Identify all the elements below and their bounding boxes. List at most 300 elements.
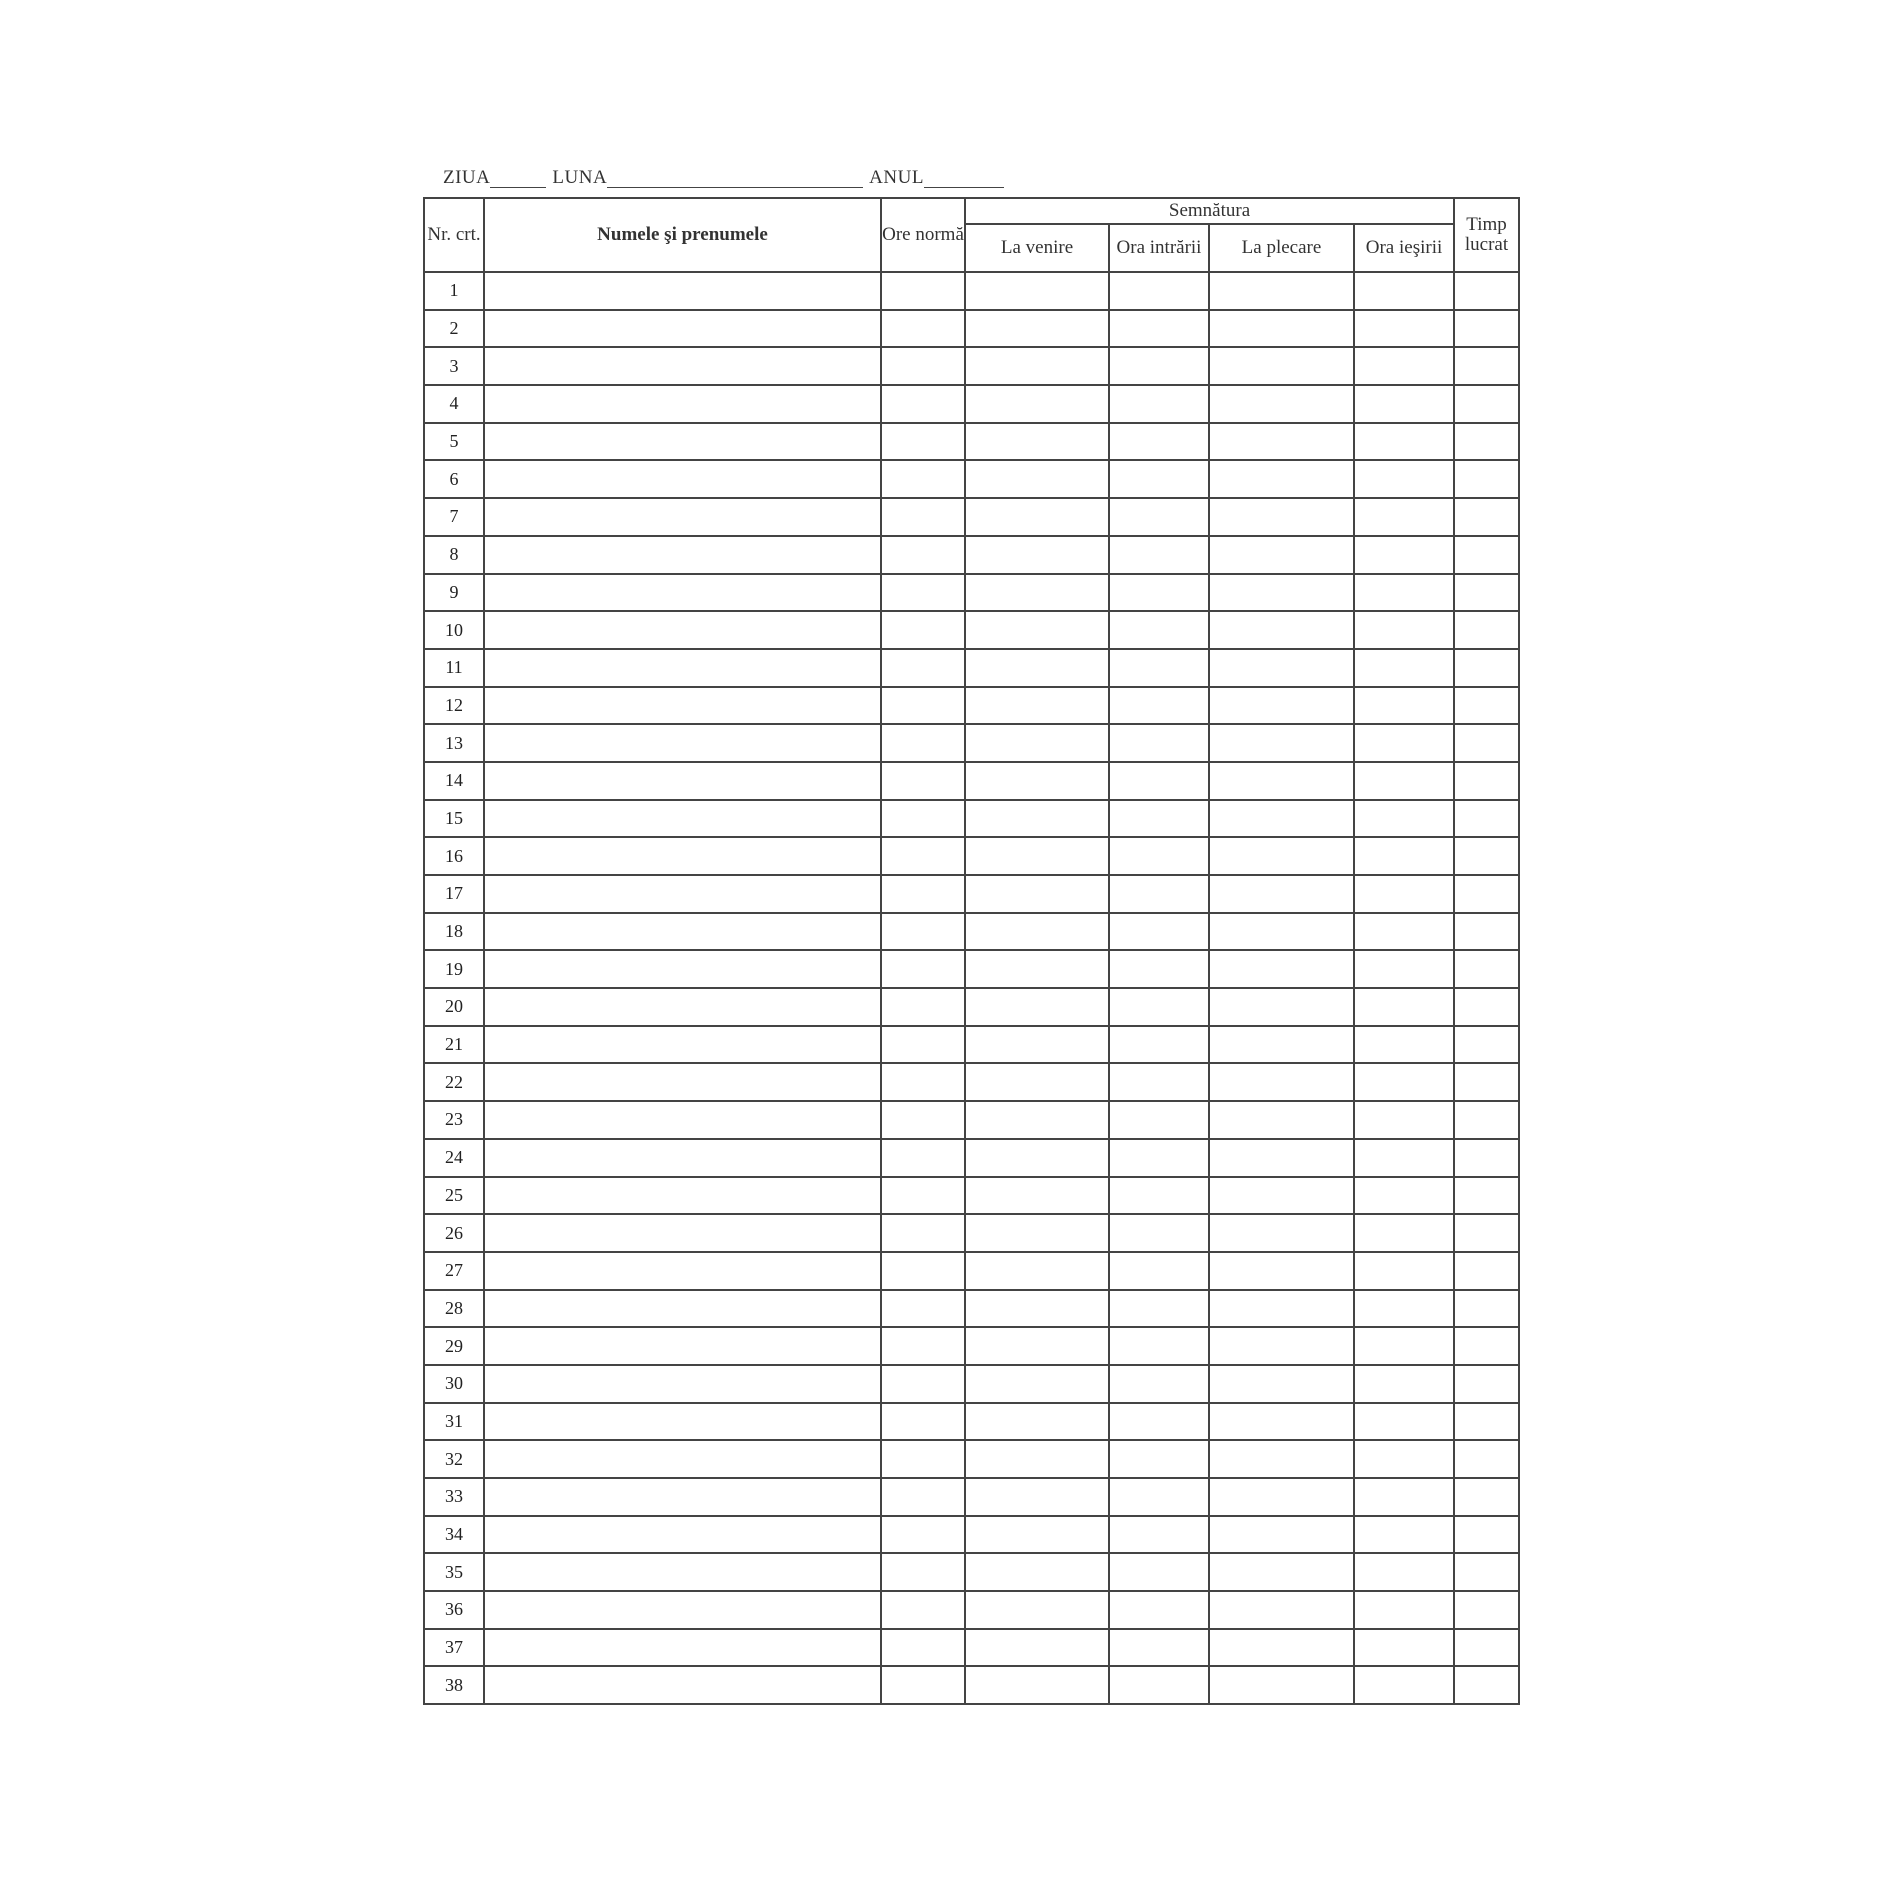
la-venire-cell[interactable] <box>965 762 1109 800</box>
la-venire-cell[interactable] <box>965 950 1109 988</box>
ora-intrarii-cell[interactable] <box>1109 385 1209 423</box>
ore-norma-cell[interactable] <box>881 875 965 913</box>
table-row <box>424 1553 1519 1591</box>
timp-lucrat-cell[interactable] <box>1454 1553 1519 1591</box>
la-plecare-cell[interactable] <box>1209 423 1354 461</box>
ora-intrarii-cell[interactable] <box>1109 762 1209 800</box>
la-venire-cell[interactable] <box>965 1666 1109 1704</box>
table-row <box>424 1327 1519 1365</box>
ora-intrarii-cell[interactable] <box>1109 1478 1209 1516</box>
la-venire-cell[interactable] <box>965 1026 1109 1064</box>
ora-iesirii-cell[interactable] <box>1354 1666 1454 1704</box>
ore-norma-cell[interactable] <box>881 1290 965 1328</box>
timp-lucrat-cell[interactable] <box>1454 913 1519 951</box>
timp-lucrat-cell[interactable] <box>1454 574 1519 612</box>
ora-iesirii-cell[interactable] <box>1354 724 1454 762</box>
header-ora-intrarii: Ora intrării <box>1109 224 1209 272</box>
name-cell[interactable] <box>484 574 881 612</box>
la-plecare-cell[interactable] <box>1209 1177 1354 1215</box>
la-venire-cell[interactable] <box>965 1139 1109 1177</box>
header-la-plecare: La plecare <box>1209 224 1354 272</box>
timp-lucrat-cell[interactable] <box>1454 347 1519 385</box>
ora-intrarii-cell[interactable] <box>1109 1139 1209 1177</box>
ora-intrarii-cell[interactable] <box>1109 1553 1209 1591</box>
ora-intrarii-cell[interactable] <box>1109 724 1209 762</box>
ore-norma-cell[interactable] <box>881 1516 965 1554</box>
ora-iesirii-cell[interactable] <box>1354 1026 1454 1064</box>
timp-lucrat-cell[interactable] <box>1454 1177 1519 1215</box>
name-cell[interactable] <box>484 724 881 762</box>
la-venire-cell[interactable] <box>965 536 1109 574</box>
name-cell[interactable] <box>484 1403 881 1441</box>
name-cell[interactable] <box>484 1516 881 1554</box>
ora-iesirii-cell[interactable] <box>1354 1403 1454 1441</box>
la-plecare-cell[interactable] <box>1209 347 1354 385</box>
ore-norma-cell[interactable] <box>881 1252 965 1290</box>
ora-iesirii-cell[interactable] <box>1354 1063 1454 1101</box>
month-field[interactable] <box>607 169 863 188</box>
ora-iesirii-cell[interactable] <box>1354 460 1454 498</box>
la-venire-cell[interactable] <box>965 1252 1109 1290</box>
name-cell[interactable] <box>484 913 881 951</box>
table-row <box>424 649 1519 687</box>
ora-iesirii-cell[interactable] <box>1354 1177 1454 1215</box>
name-cell[interactable] <box>484 385 881 423</box>
ora-intrarii-cell[interactable] <box>1109 1666 1209 1704</box>
ora-intrarii-cell[interactable] <box>1109 1026 1209 1064</box>
ora-intrarii-cell[interactable] <box>1109 1440 1209 1478</box>
timp-lucrat-cell[interactable] <box>1454 310 1519 348</box>
la-plecare-cell[interactable] <box>1209 1666 1354 1704</box>
la-plecare-cell[interactable] <box>1209 310 1354 348</box>
row-number: 21 <box>424 1026 484 1064</box>
la-plecare-cell[interactable] <box>1209 385 1354 423</box>
timp-lucrat-cell[interactable] <box>1454 1591 1519 1629</box>
row-number: 33 <box>424 1478 484 1516</box>
name-cell[interactable] <box>484 1440 881 1478</box>
ora-iesirii-cell[interactable] <box>1354 950 1454 988</box>
header-timp-lucrat: Timp lucrat <box>1454 198 1519 272</box>
attendance-table <box>423 197 1520 1705</box>
la-venire-cell[interactable] <box>965 724 1109 762</box>
ora-iesirii-cell[interactable] <box>1354 272 1454 310</box>
name-cell[interactable] <box>484 347 881 385</box>
la-venire-cell[interactable] <box>965 423 1109 461</box>
ora-iesirii-cell[interactable] <box>1354 574 1454 612</box>
ora-iesirii-cell[interactable] <box>1354 1440 1454 1478</box>
name-cell[interactable] <box>484 1063 881 1101</box>
ora-iesirii-cell[interactable] <box>1354 1591 1454 1629</box>
la-venire-cell[interactable] <box>965 385 1109 423</box>
ora-intrarii-cell[interactable] <box>1109 1177 1209 1215</box>
ora-iesirii-cell[interactable] <box>1354 649 1454 687</box>
timp-lucrat-cell[interactable] <box>1454 272 1519 310</box>
ore-norma-cell[interactable] <box>881 687 965 725</box>
name-cell[interactable] <box>484 310 881 348</box>
name-cell[interactable] <box>484 611 881 649</box>
ore-norma-cell[interactable] <box>881 762 965 800</box>
table-row <box>424 1290 1519 1328</box>
la-plecare-cell[interactable] <box>1209 687 1354 725</box>
row-number: 25 <box>424 1177 484 1215</box>
timp-lucrat-cell[interactable] <box>1454 423 1519 461</box>
ore-norma-cell[interactable] <box>881 1063 965 1101</box>
la-plecare-cell[interactable] <box>1209 762 1354 800</box>
header-nr: Nr. crt. <box>424 198 484 272</box>
ore-norma-cell[interactable] <box>881 1440 965 1478</box>
table-row <box>424 1591 1519 1629</box>
la-venire-cell[interactable] <box>965 347 1109 385</box>
name-cell[interactable] <box>484 988 881 1026</box>
la-venire-cell[interactable] <box>965 988 1109 1026</box>
row-number: 16 <box>424 837 484 875</box>
date-line <box>443 162 1010 188</box>
timp-lucrat-cell[interactable] <box>1454 460 1519 498</box>
row-number: 31 <box>424 1403 484 1441</box>
timp-lucrat-cell[interactable] <box>1454 724 1519 762</box>
la-venire-cell[interactable] <box>965 1478 1109 1516</box>
table-row <box>424 1214 1519 1252</box>
name-cell[interactable] <box>484 460 881 498</box>
la-plecare-cell[interactable] <box>1209 837 1354 875</box>
ore-norma-cell[interactable] <box>881 1365 965 1403</box>
ora-intrarii-cell[interactable] <box>1109 1629 1209 1667</box>
ore-norma-cell[interactable] <box>881 1327 965 1365</box>
table-row <box>424 347 1519 385</box>
la-venire-cell[interactable] <box>965 1553 1109 1591</box>
ora-intrarii-cell[interactable] <box>1109 1063 1209 1101</box>
la-plecare-cell[interactable] <box>1209 1516 1354 1554</box>
timp-lucrat-cell[interactable] <box>1454 800 1519 838</box>
name-cell[interactable] <box>484 1177 881 1215</box>
la-venire-cell[interactable] <box>965 498 1109 536</box>
la-plecare-cell[interactable] <box>1209 913 1354 951</box>
timp-lucrat-cell[interactable] <box>1454 1063 1519 1101</box>
la-plecare-cell[interactable] <box>1209 649 1354 687</box>
name-cell[interactable] <box>484 1666 881 1704</box>
ore-norma-cell[interactable] <box>881 1101 965 1139</box>
la-plecare-cell[interactable] <box>1209 1478 1354 1516</box>
ora-iesirii-cell[interactable] <box>1354 611 1454 649</box>
timp-lucrat-cell[interactable] <box>1454 1629 1519 1667</box>
la-venire-cell[interactable] <box>965 1214 1109 1252</box>
name-cell[interactable] <box>484 1214 881 1252</box>
ora-intrarii-cell[interactable] <box>1109 687 1209 725</box>
la-plecare-cell[interactable] <box>1209 988 1354 1026</box>
ora-intrarii-cell[interactable] <box>1109 1101 1209 1139</box>
name-cell[interactable] <box>484 1591 881 1629</box>
ora-iesirii-cell[interactable] <box>1354 310 1454 348</box>
ora-iesirii-cell[interactable] <box>1354 1214 1454 1252</box>
timp-lucrat-cell[interactable] <box>1454 536 1519 574</box>
la-plecare-cell[interactable] <box>1209 1214 1354 1252</box>
la-venire-cell[interactable] <box>965 687 1109 725</box>
ora-iesirii-cell[interactable] <box>1354 762 1454 800</box>
header-la-venire: La venire <box>965 224 1109 272</box>
ora-intrarii-cell[interactable] <box>1109 800 1209 838</box>
timp-lucrat-cell[interactable] <box>1454 1516 1519 1554</box>
la-plecare-cell[interactable] <box>1209 1365 1354 1403</box>
timp-lucrat-cell[interactable] <box>1454 1478 1519 1516</box>
ora-intrarii-cell[interactable] <box>1109 950 1209 988</box>
la-plecare-cell[interactable] <box>1209 536 1354 574</box>
ora-iesirii-cell[interactable] <box>1354 1252 1454 1290</box>
ore-norma-cell[interactable] <box>881 724 965 762</box>
ore-norma-cell[interactable] <box>881 1629 965 1667</box>
timp-lucrat-cell[interactable] <box>1454 649 1519 687</box>
name-cell[interactable] <box>484 837 881 875</box>
la-venire-cell[interactable] <box>965 1591 1109 1629</box>
la-plecare-cell[interactable] <box>1209 460 1354 498</box>
la-plecare-cell[interactable] <box>1209 950 1354 988</box>
name-cell[interactable] <box>484 950 881 988</box>
ora-intrarii-cell[interactable] <box>1109 498 1209 536</box>
la-plecare-cell[interactable] <box>1209 272 1354 310</box>
timp-lucrat-cell[interactable] <box>1454 1290 1519 1328</box>
ore-norma-cell[interactable] <box>881 272 965 310</box>
ora-intrarii-cell[interactable] <box>1109 988 1209 1026</box>
ore-norma-cell[interactable] <box>881 988 965 1026</box>
la-plecare-cell[interactable] <box>1209 1252 1354 1290</box>
la-plecare-cell[interactable] <box>1209 800 1354 838</box>
ora-intrarii-cell[interactable] <box>1109 310 1209 348</box>
ora-intrarii-cell[interactable] <box>1109 875 1209 913</box>
name-cell[interactable] <box>484 1252 881 1290</box>
la-venire-cell[interactable] <box>965 1629 1109 1667</box>
la-plecare-cell[interactable] <box>1209 1629 1354 1667</box>
ore-norma-cell[interactable] <box>881 1553 965 1591</box>
timp-lucrat-cell[interactable] <box>1454 1666 1519 1704</box>
ore-norma-cell[interactable] <box>881 611 965 649</box>
ora-iesirii-cell[interactable] <box>1354 423 1454 461</box>
la-plecare-cell[interactable] <box>1209 1440 1354 1478</box>
table-row <box>424 1666 1519 1704</box>
la-plecare-cell[interactable] <box>1209 875 1354 913</box>
ora-intrarii-cell[interactable] <box>1109 611 1209 649</box>
timp-lucrat-cell[interactable] <box>1454 1101 1519 1139</box>
la-plecare-cell[interactable] <box>1209 1101 1354 1139</box>
ora-iesirii-cell[interactable] <box>1354 347 1454 385</box>
ora-iesirii-cell[interactable] <box>1354 875 1454 913</box>
ore-norma-cell[interactable] <box>881 423 965 461</box>
la-plecare-cell[interactable] <box>1209 1290 1354 1328</box>
ora-iesirii-cell[interactable] <box>1354 800 1454 838</box>
la-venire-cell[interactable] <box>965 1290 1109 1328</box>
ora-intrarii-cell[interactable] <box>1109 913 1209 951</box>
la-venire-cell[interactable] <box>965 611 1109 649</box>
la-venire-cell[interactable] <box>965 272 1109 310</box>
name-cell[interactable] <box>484 1629 881 1667</box>
timp-lucrat-cell[interactable] <box>1454 988 1519 1026</box>
ore-norma-cell[interactable] <box>881 1666 965 1704</box>
ora-intrarii-cell[interactable] <box>1109 837 1209 875</box>
la-venire-cell[interactable] <box>965 1403 1109 1441</box>
ore-norma-cell[interactable] <box>881 1591 965 1629</box>
row-number: 6 <box>424 460 484 498</box>
ora-iesirii-cell[interactable] <box>1354 1101 1454 1139</box>
ora-intrarii-cell[interactable] <box>1109 1365 1209 1403</box>
ore-norma-cell[interactable] <box>881 1026 965 1064</box>
la-plecare-cell[interactable] <box>1209 1403 1354 1441</box>
ora-intrarii-cell[interactable] <box>1109 536 1209 574</box>
ora-iesirii-cell[interactable] <box>1354 988 1454 1026</box>
ora-intrarii-cell[interactable] <box>1109 1403 1209 1441</box>
la-venire-cell[interactable] <box>965 1365 1109 1403</box>
row-number: 32 <box>424 1440 484 1478</box>
la-plecare-cell[interactable] <box>1209 1063 1354 1101</box>
ore-norma-cell[interactable] <box>881 498 965 536</box>
name-cell[interactable] <box>484 649 881 687</box>
la-venire-cell[interactable] <box>965 1440 1109 1478</box>
ora-intrarii-cell[interactable] <box>1109 1327 1209 1365</box>
ora-intrarii-cell[interactable] <box>1109 423 1209 461</box>
ore-norma-cell[interactable] <box>881 1177 965 1215</box>
name-cell[interactable] <box>484 272 881 310</box>
timp-lucrat-cell[interactable] <box>1454 875 1519 913</box>
timp-lucrat-cell[interactable] <box>1454 687 1519 725</box>
la-plecare-cell[interactable] <box>1209 574 1354 612</box>
ora-iesirii-cell[interactable] <box>1354 1365 1454 1403</box>
timp-lucrat-cell[interactable] <box>1454 1214 1519 1252</box>
name-cell[interactable] <box>484 1101 881 1139</box>
timp-lucrat-cell[interactable] <box>1454 1139 1519 1177</box>
ore-norma-cell[interactable] <box>881 310 965 348</box>
ora-iesirii-cell[interactable] <box>1354 1516 1454 1554</box>
la-venire-cell[interactable] <box>965 1516 1109 1554</box>
name-cell[interactable] <box>484 1365 881 1403</box>
la-plecare-cell[interactable] <box>1209 611 1354 649</box>
ora-iesirii-cell[interactable] <box>1354 536 1454 574</box>
row-number: 3 <box>424 347 484 385</box>
name-cell[interactable] <box>484 423 881 461</box>
la-venire-cell[interactable] <box>965 913 1109 951</box>
la-venire-cell[interactable] <box>965 574 1109 612</box>
ore-norma-cell[interactable] <box>881 1139 965 1177</box>
ora-iesirii-cell[interactable] <box>1354 1327 1454 1365</box>
ora-intrarii-cell[interactable] <box>1109 1252 1209 1290</box>
ora-intrarii-cell[interactable] <box>1109 460 1209 498</box>
la-plecare-cell[interactable] <box>1209 1327 1354 1365</box>
ore-norma-cell[interactable] <box>881 1214 965 1252</box>
la-plecare-cell[interactable] <box>1209 1591 1354 1629</box>
la-plecare-cell[interactable] <box>1209 1026 1354 1064</box>
timp-lucrat-cell[interactable] <box>1454 1403 1519 1441</box>
name-cell[interactable] <box>484 498 881 536</box>
name-cell[interactable] <box>484 687 881 725</box>
ore-norma-cell[interactable] <box>881 800 965 838</box>
ore-norma-cell[interactable] <box>881 950 965 988</box>
la-venire-cell[interactable] <box>965 460 1109 498</box>
name-cell[interactable] <box>484 875 881 913</box>
timp-lucrat-cell[interactable] <box>1454 1365 1519 1403</box>
ora-intrarii-cell[interactable] <box>1109 1214 1209 1252</box>
ora-intrarii-cell[interactable] <box>1109 347 1209 385</box>
name-cell[interactable] <box>484 1290 881 1328</box>
ore-norma-cell[interactable] <box>881 649 965 687</box>
la-venire-cell[interactable] <box>965 310 1109 348</box>
ora-intrarii-cell[interactable] <box>1109 574 1209 612</box>
ora-iesirii-cell[interactable] <box>1354 1553 1454 1591</box>
timp-lucrat-cell[interactable] <box>1454 611 1519 649</box>
ora-iesirii-cell[interactable] <box>1354 1478 1454 1516</box>
name-cell[interactable] <box>484 1478 881 1516</box>
ora-intrarii-cell[interactable] <box>1109 1290 1209 1328</box>
year-field[interactable] <box>924 169 1004 188</box>
timp-lucrat-cell[interactable] <box>1454 950 1519 988</box>
la-plecare-cell[interactable] <box>1209 498 1354 536</box>
ora-intrarii-cell[interactable] <box>1109 272 1209 310</box>
table-row <box>424 800 1519 838</box>
timp-lucrat-cell[interactable] <box>1454 1252 1519 1290</box>
ora-iesirii-cell[interactable] <box>1354 498 1454 536</box>
ore-norma-cell[interactable] <box>881 837 965 875</box>
la-venire-cell[interactable] <box>965 800 1109 838</box>
name-cell[interactable] <box>484 1139 881 1177</box>
la-plecare-cell[interactable] <box>1209 1553 1354 1591</box>
la-venire-cell[interactable] <box>965 649 1109 687</box>
timp-lucrat-cell[interactable] <box>1454 498 1519 536</box>
ora-iesirii-cell[interactable] <box>1354 1139 1454 1177</box>
table-row <box>424 423 1519 461</box>
la-venire-cell[interactable] <box>965 1101 1109 1139</box>
timp-lucrat-cell[interactable] <box>1454 762 1519 800</box>
day-field[interactable] <box>490 169 546 188</box>
table-row <box>424 988 1519 1026</box>
ora-iesirii-cell[interactable] <box>1354 837 1454 875</box>
ora-iesirii-cell[interactable] <box>1354 687 1454 725</box>
name-cell[interactable] <box>484 762 881 800</box>
ora-iesirii-cell[interactable] <box>1354 1629 1454 1667</box>
table-row <box>424 536 1519 574</box>
timp-lucrat-cell[interactable] <box>1454 1327 1519 1365</box>
row-number: 22 <box>424 1063 484 1101</box>
ora-intrarii-cell[interactable] <box>1109 1591 1209 1629</box>
ore-norma-cell[interactable] <box>881 1478 965 1516</box>
timp-lucrat-cell[interactable] <box>1454 837 1519 875</box>
ore-norma-cell[interactable] <box>881 347 965 385</box>
table-row <box>424 1365 1519 1403</box>
row-number: 9 <box>424 574 484 612</box>
name-cell[interactable] <box>484 800 881 838</box>
ora-intrarii-cell[interactable] <box>1109 1516 1209 1554</box>
name-cell[interactable] <box>484 536 881 574</box>
ora-iesirii-cell[interactable] <box>1354 913 1454 951</box>
timp-lucrat-cell[interactable] <box>1454 1440 1519 1478</box>
la-plecare-cell[interactable] <box>1209 1139 1354 1177</box>
ora-iesirii-cell[interactable] <box>1354 385 1454 423</box>
ore-norma-cell[interactable] <box>881 385 965 423</box>
la-venire-cell[interactable] <box>965 1063 1109 1101</box>
name-cell[interactable] <box>484 1026 881 1064</box>
ore-norma-cell[interactable] <box>881 536 965 574</box>
timp-lucrat-cell[interactable] <box>1454 385 1519 423</box>
timp-lucrat-cell[interactable] <box>1454 1026 1519 1064</box>
la-venire-cell[interactable] <box>965 1327 1109 1365</box>
la-venire-cell[interactable] <box>965 875 1109 913</box>
la-venire-cell[interactable] <box>965 1177 1109 1215</box>
la-plecare-cell[interactable] <box>1209 724 1354 762</box>
ora-iesirii-cell[interactable] <box>1354 1290 1454 1328</box>
name-cell[interactable] <box>484 1327 881 1365</box>
name-cell[interactable] <box>484 1553 881 1591</box>
ore-norma-cell[interactable] <box>881 460 965 498</box>
ore-norma-cell[interactable] <box>881 574 965 612</box>
ore-norma-cell[interactable] <box>881 1403 965 1441</box>
la-venire-cell[interactable] <box>965 837 1109 875</box>
row-number: 28 <box>424 1290 484 1328</box>
ore-norma-cell[interactable] <box>881 913 965 951</box>
ora-intrarii-cell[interactable] <box>1109 649 1209 687</box>
